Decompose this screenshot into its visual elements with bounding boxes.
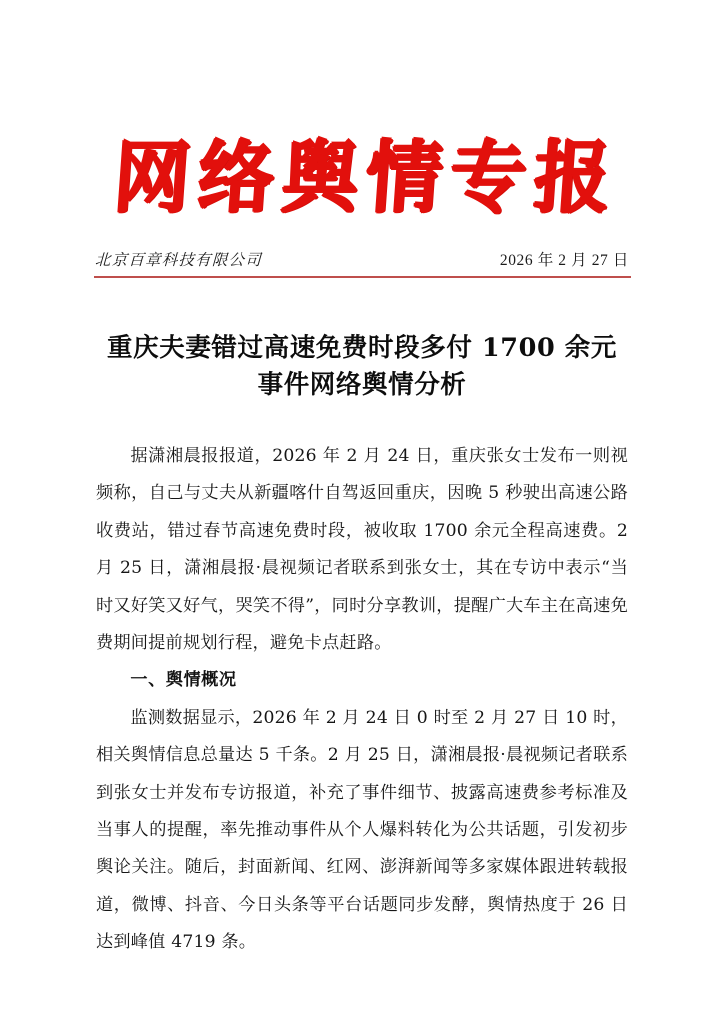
header-divider-rule <box>94 276 631 278</box>
publication-date: 2026 年 2 月 27 日 <box>499 252 629 269</box>
lead-paragraph: 据潇湘晨报报道，2026 年 2 月 24 日，重庆张女士发布一则视频称，自己与丈夫从新疆喀什自驾返回重庆，因晚 5 秒驶出高速公路收费站，错过春节高速免费时段，被收取 1700 余元全程高速费。2 月 25 日，潇湘晨报·晨视频记者联系到张女士，其在专访中表示“当时又好笑又好气，哭笑不得”，同时分享教训，提醒广大车主在高速免费期间提前规划行程，避免卡点赶路。 <box>96 446 628 654</box>
document-title <box>95 330 629 404</box>
section-heading-overview: 一、舆情概况 <box>130 670 237 691</box>
document-title-line-1: 重庆夫妻错过高速免费时段多付 1700 余元 <box>107 333 617 363</box>
document-title-line-2: 事件网络舆情分析 <box>257 369 467 400</box>
issuer-row <box>95 248 629 270</box>
section-overview-paragraph: 监测数据显示，2026 年 2 月 24 日 0 时至 2 月 27 日 10 时，相关舆情信息总量达 5 千条。2 月 25 日，潇湘晨报·晨视频记者联系到张女士并发布专访报道，补充了事件细节、披露高速费参考标准及当事人的提醒，率先推动事件从个人爆料转化为公共话题，引发初步舆论关注。随后，封面新闻、红网、澎湃新闻等多家媒体跟进转载报道，微博、抖音、今日头条等平台话题同步发酵，舆情热度于 26 日达到峰值 4719 条。 <box>96 707 628 953</box>
masthead-title: 网络舆情专报 <box>110 131 622 224</box>
masthead-banner <box>0 128 724 228</box>
document-body <box>96 438 628 962</box>
issuing-organization: 北京百章科技有限公司 <box>94 251 263 269</box>
